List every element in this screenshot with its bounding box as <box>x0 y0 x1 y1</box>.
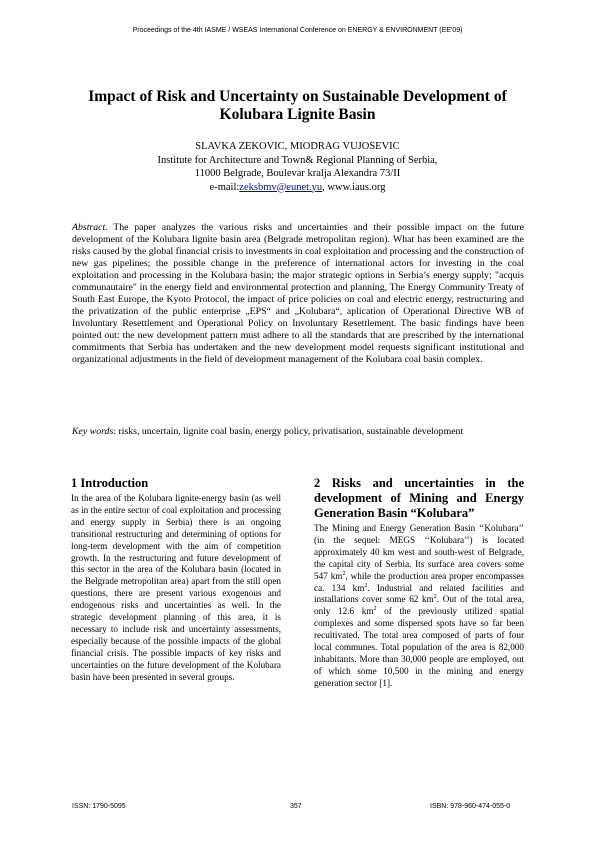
abstract-label: Abstract. <box>72 222 108 233</box>
abstract <box>72 222 524 366</box>
superscript-2: 2 <box>342 570 346 577</box>
footer-isbn: ISBN: 978-960-474-055-0 <box>430 803 511 810</box>
abstract-text: The paper analyzes the various risks and uncertainties and their possible impact on the future development of the Kolubara lignite basin area (Belgrade metropolitan region). What has been examined are the risks caused by the global financial crisis to investments in coal exploitation and processing and the construction of new gas pipelines; the possible change in the preference of international actors for investing in the coal exploitation and processing in the Kolubara basin; the major strategic options in Serbia’s energy supply; "acquis communautaire" in the energy field and environmental protection and planning, The Energy Community Treaty of South East Europe, the Kyoto Protocol, the impact of price policies on coal and electric energy, restructuring and the privatization of the public enterprise „EPS“ and „Kolubara“, aplication of Operational Directive WB of Involuntary Resettlement and Operational Policy on Involuntary Resettlement. The basic findings have been pointed out: the new development pattern must adhere to all the standards that are prescribed by the international commitments that Serbia has undertaken and the new development model requests significant institutional and organizational adjustments in the field of development management of the Kolubara coal basin complex. <box>72 222 524 365</box>
section-2-text-3: . Industrial and related facilities and installations cover some 62 km <box>314 582 524 605</box>
section-2-text-2: , while the production area proper encompasses ca. 134 km <box>314 570 524 593</box>
email-prefix: e-mail: <box>209 181 240 193</box>
keywords-text: : risks, uncertain, lignite coal basin, energy policy, privatisation, sustainable development <box>113 426 464 437</box>
footer-issn: ISSN: 1790-5095 <box>72 803 126 810</box>
contact-line <box>60 181 535 195</box>
section-2-text-1: The Mining and Energy Generation Basin ‘‘Kolubara’’ (in the sequel: MEGS ‘‘Kolubara’’) is located approximately 40 km west and south-west of Belgrade, the capital city of Serbia. Its surface area covers some 547 km <box>314 523 524 581</box>
affiliation-line-1: Institute for Architecture and Town& Regional Planning of Serbia, <box>157 154 438 166</box>
right-column <box>314 476 524 690</box>
keywords <box>72 426 524 438</box>
superscript-2: 2 <box>373 606 377 613</box>
paper-title: Impact of Risk and Uncertainty on Sustainable Development of Kolubara Lignite Basin <box>88 88 507 123</box>
section-2-text-5: of the previously utilized spatial complexes and some dispersed spots have so far been recultivated. The total area composed of parts of four local communes. Total population of the area is 82,000 inhabitants. More than 30,000 people are employed, out of which some 10,500 in the mining and energy generation sector [1]. <box>314 606 524 688</box>
section-1-heading: 1 Introduction <box>71 476 149 490</box>
footer-page-number: 357 <box>290 803 302 810</box>
author-names: SLAVKA ZEKOVIC, MIODRAG VUJOSEVIC <box>195 141 400 152</box>
left-column <box>71 476 281 684</box>
superscript-2: 2 <box>364 582 368 589</box>
keywords-label: Key words <box>72 426 114 437</box>
running-head: Proceedings of the 4th IASME / WSEAS International Conference on ENERGY & ENVIRONMENT (EE'09) <box>132 27 463 34</box>
website-text: , www.iaus.org <box>322 181 386 193</box>
email-link[interactable]: zeksbmv@eunet.yu <box>239 181 323 193</box>
superscript-2: 2 <box>433 594 437 601</box>
section-2-heading: 2 Risks and uncertainties in the development of Mining and Energy Generation Basin “Kolubara” <box>314 476 524 520</box>
section-2-body <box>314 523 524 690</box>
affiliation-line-2: 11000 Belgrade, Boulevar kralja Alexandra 73/II <box>194 168 401 179</box>
section-2-text-4: . Out of the total area, only 12.6 km <box>314 594 524 617</box>
section-1-body: In the area of the Kolubara lignite-energy basin (as well as in the entire sector of coal exploitation and processing and energy supply in Serbia) there is an ongoing transitional restructuring and determining of options for long-term development with the aim of competition growth. In the restructuring and future development of this sector in the area of the Kolubara basin (located in the Belgrade metropolitan area) apart from the still open questions, there are present various exogenous and endogenous risks and uncertainties as well. In the strategic development planning of this area, it is necessary to include risk and uncertainty assessments, especially because of the possible impacts of the global financial crisis. The possible impacts of key risks and uncertainties on the future development of the Kolubara basin have been presented in several groups. <box>71 493 281 682</box>
author-block <box>60 140 535 194</box>
